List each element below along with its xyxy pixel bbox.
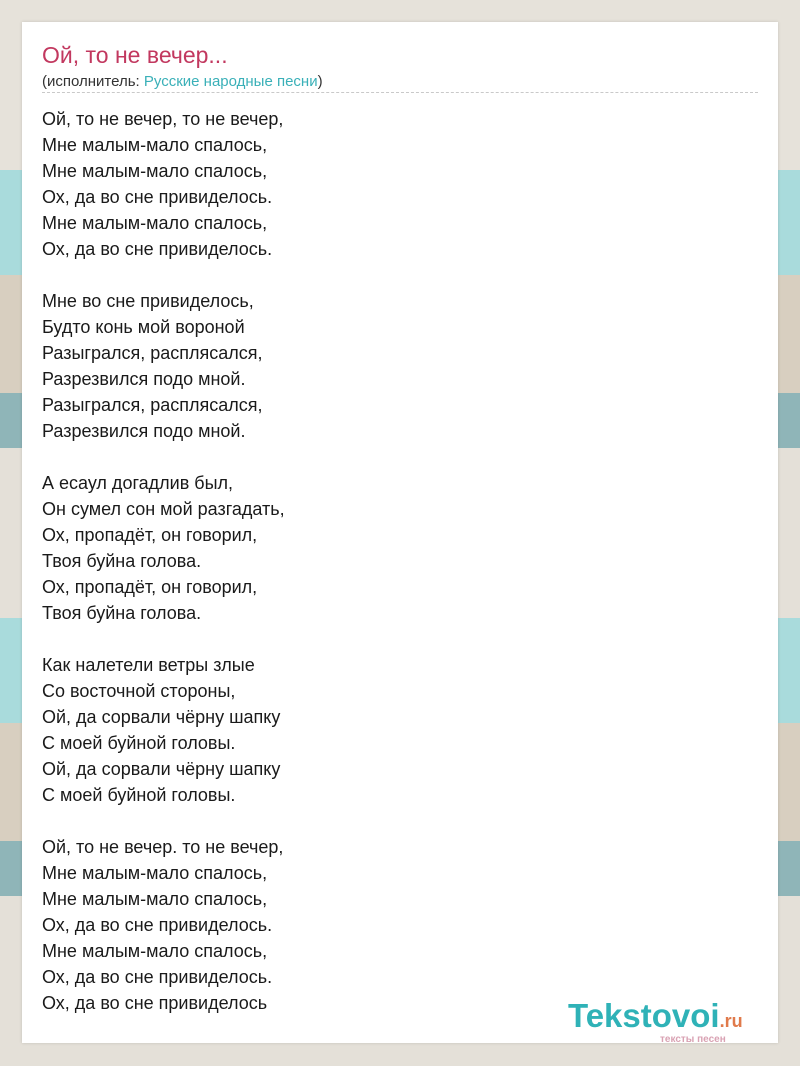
lyric-line: Он сумел сон мой разгадать, (42, 499, 285, 519)
lyric-line: Твоя буйна голова. (42, 603, 202, 623)
lyric-line: Мне малым-мало спалось, (42, 863, 268, 883)
logo-domain: .ru (719, 1011, 743, 1031)
divider (42, 92, 758, 93)
lyric-line: С моей буйной головы. (42, 785, 236, 805)
artist-suffix: ) (317, 73, 323, 90)
lyric-line: Ох, да во сне привиделось. (42, 915, 273, 935)
stanza (42, 470, 742, 626)
stanza (42, 652, 742, 808)
lyric-line: Мне во сне привиделось, (42, 291, 254, 311)
lyrics-card (22, 22, 778, 1043)
lyric-line: Будто конь мой вороной (42, 317, 245, 337)
logo-tagline: тексты песен (660, 1034, 726, 1045)
song-title: Ой, то не вечер... (42, 42, 228, 68)
lyric-line: Ой, да сорвали чёрну шапку (42, 759, 281, 779)
lyric-line: Разыгрался, расплясался, (42, 395, 263, 415)
lyric-line: Как налетели ветры злые (42, 655, 255, 675)
lyrics-body (42, 106, 742, 1016)
logo-name: Tekstovoi (568, 997, 720, 1034)
lyric-line: Ох, да во сне привиделось (42, 993, 268, 1013)
lyric-line: Твоя буйна голова. (42, 551, 202, 571)
stanza (42, 288, 742, 444)
lyric-line: Разыгрался, расплясался, (42, 343, 263, 363)
artist-line (42, 73, 323, 90)
lyric-line: А есаул догадлив был, (42, 473, 234, 493)
site-logo[interactable] (568, 997, 778, 1045)
lyric-line: Ой, да сорвали чёрну шапку (42, 707, 281, 727)
lyric-line: Разрезвился подо мной. (42, 369, 246, 389)
stanza (42, 106, 742, 262)
logo-wordmark (568, 998, 778, 1039)
lyric-line: Мне малым-мало спалось, (42, 161, 268, 181)
artist-link[interactable]: Русские народные песни (143, 73, 318, 90)
lyric-line: Разрезвился подо мной. (42, 421, 246, 441)
lyric-line: Ох, да во сне привиделось. (42, 187, 273, 207)
lyric-line: Ох, да во сне привиделось. (42, 967, 273, 987)
lyric-line: Мне малым-мало спалось, (42, 213, 268, 233)
lyric-line: Мне малым-мало спалось, (42, 941, 268, 961)
lyric-line: Ой, то не вечер. то не вечер, (42, 837, 284, 857)
stanza (42, 834, 742, 1016)
lyric-line: Ой, то не вечер, то не вечер, (42, 109, 284, 129)
artist-prefix: (исполнитель: (42, 73, 144, 90)
lyric-line: Мне малым-мало спалось, (42, 135, 268, 155)
lyric-line: Мне малым-мало спалось, (42, 889, 268, 909)
lyric-line: Со восточной стороны, (42, 681, 236, 701)
lyric-line: Ох, да во сне привиделось. (42, 239, 273, 259)
lyric-line: Ох, пропадёт, он говорил, (42, 525, 258, 545)
lyric-line: С моей буйной головы. (42, 733, 236, 753)
lyric-line: Ох, пропадёт, он говорил, (42, 577, 258, 597)
